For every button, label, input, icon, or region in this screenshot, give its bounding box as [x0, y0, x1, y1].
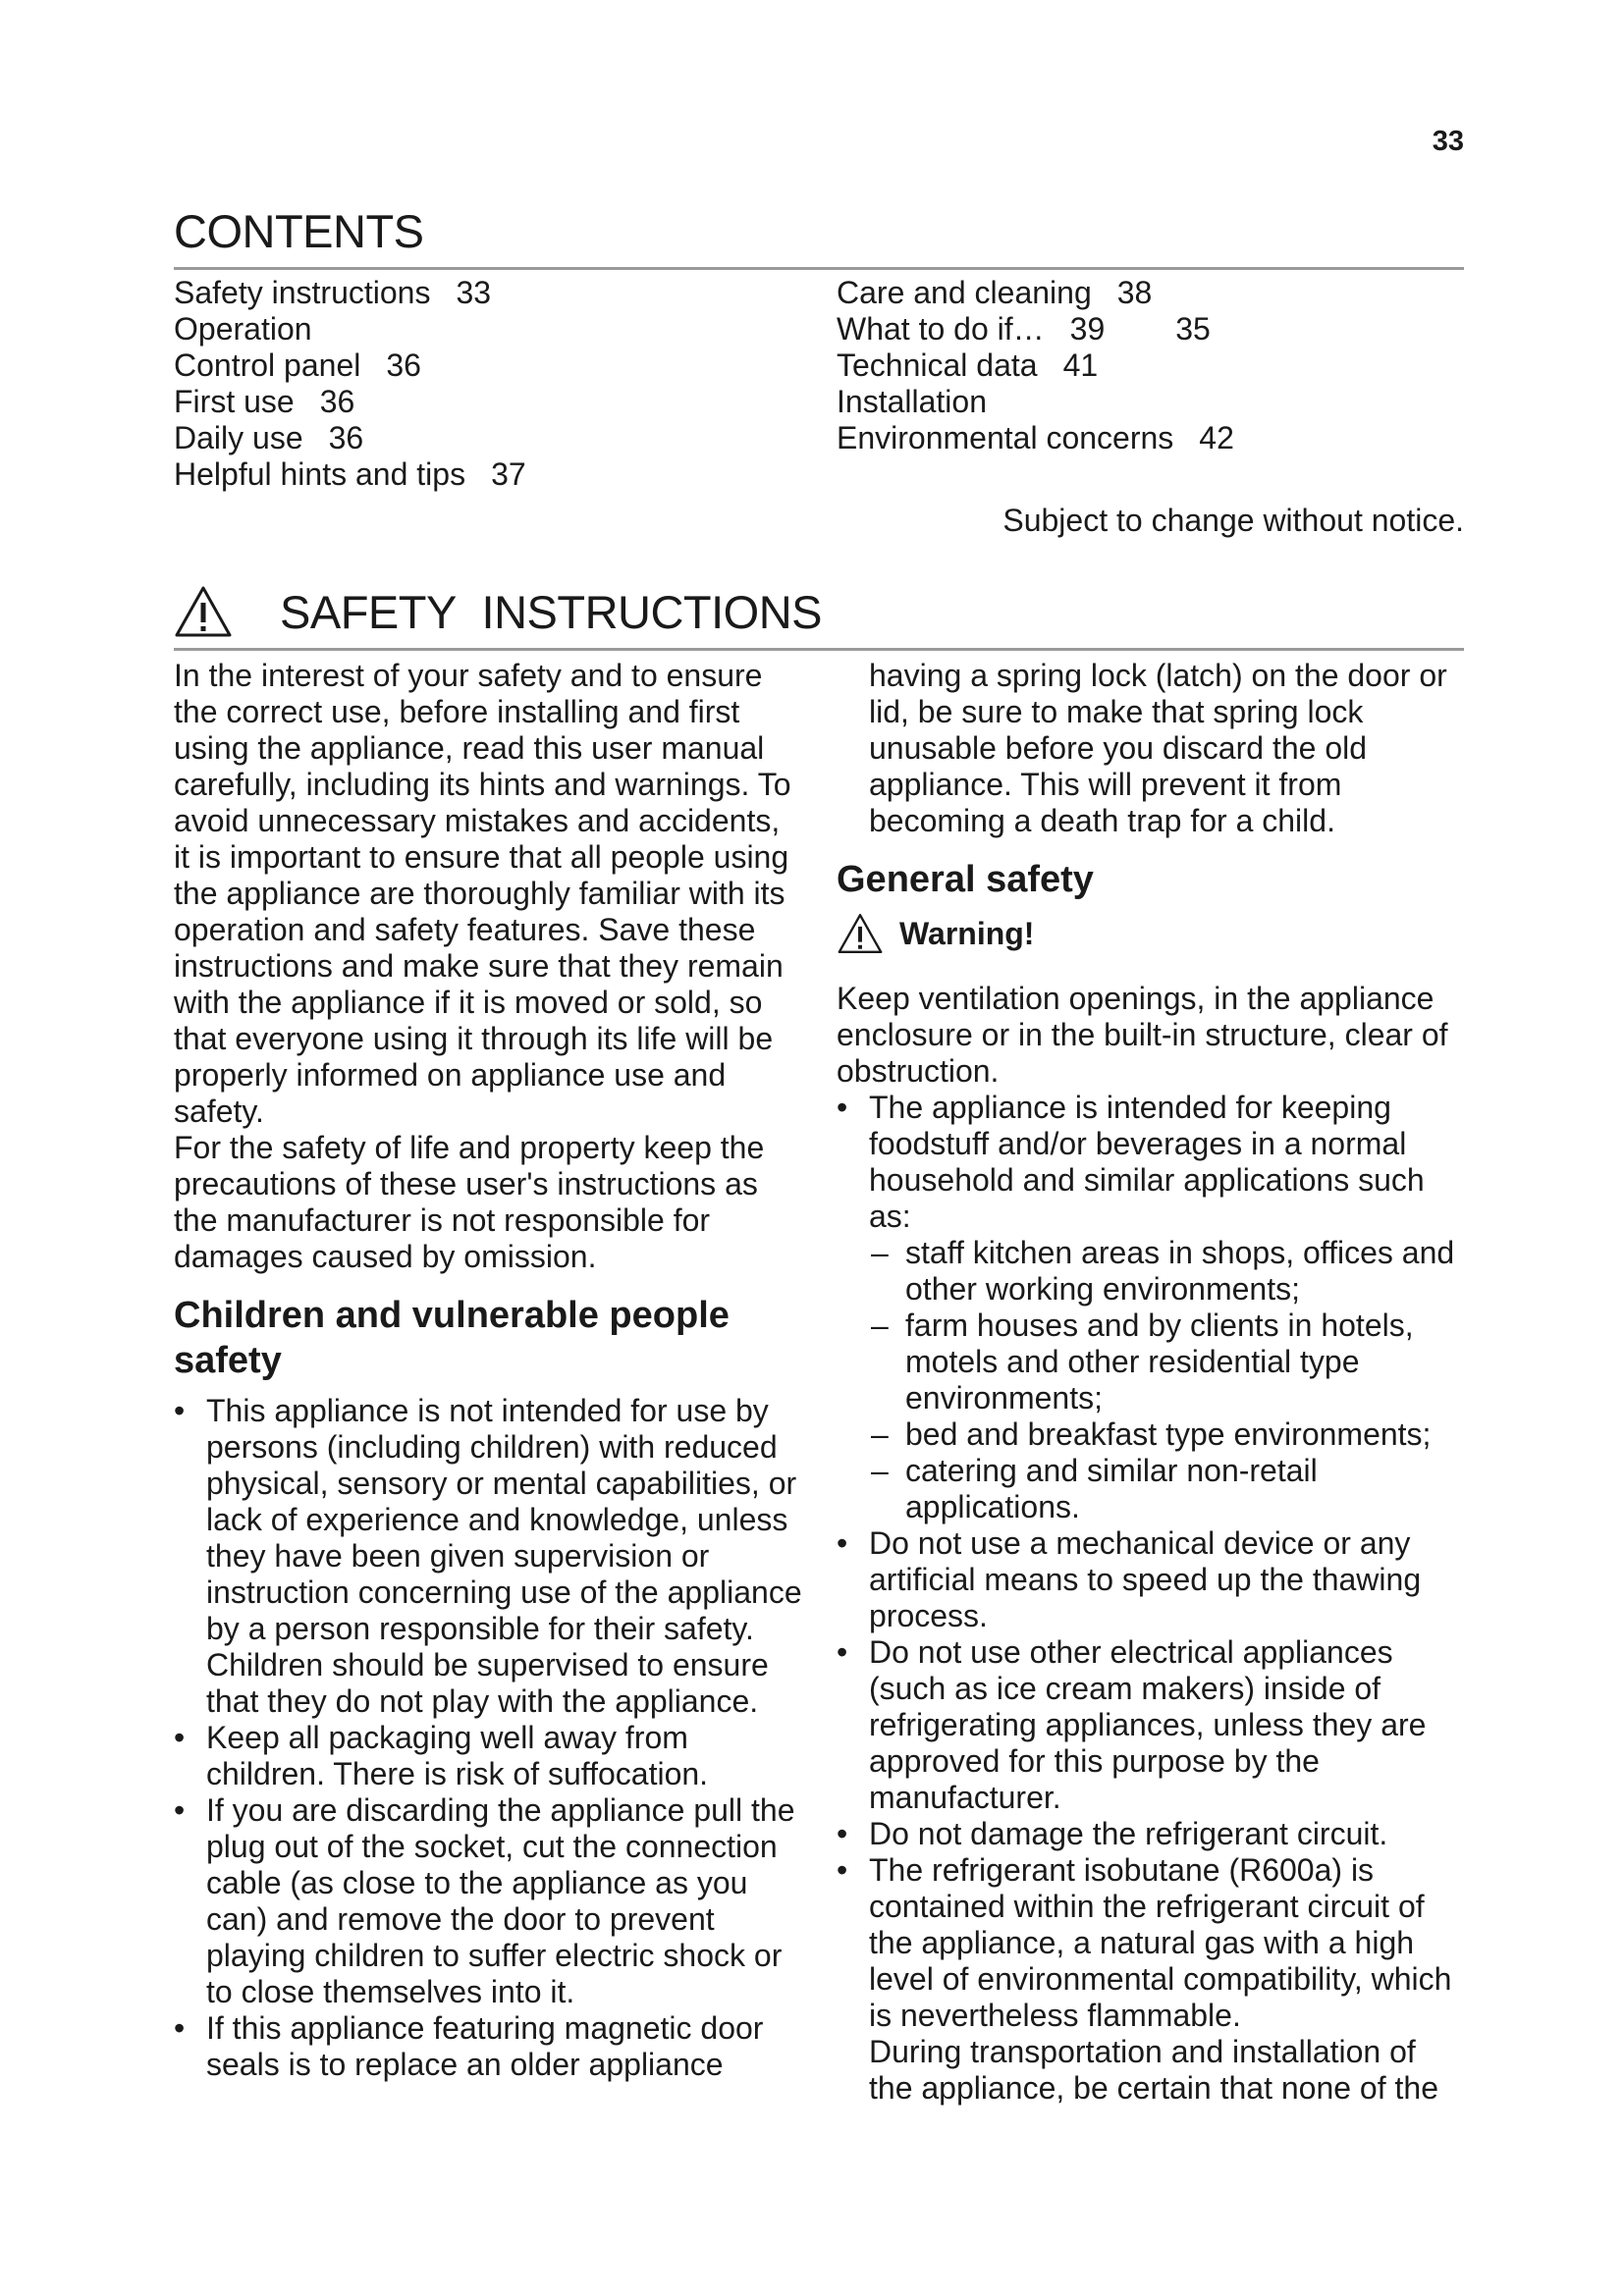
sub-item: – bed and breakfast type environments; — [837, 1416, 1465, 1453]
intro-paragraph: For the safety of life and property keep the precautions of these user's instructions as the manufacturer is not responsible for damages caused by omission. — [174, 1130, 765, 1274]
toc-entry[interactable]: Operation — [174, 311, 312, 347]
bullet-item: • Do not damage the refrigerant circuit. — [837, 1816, 1465, 1852]
warning-row — [837, 912, 1465, 955]
contents-rule — [174, 267, 1464, 270]
toc-entry[interactable]: What to do if… 39 35 — [837, 311, 1211, 347]
toc-entry[interactable]: Environmental concerns 42 — [837, 420, 1234, 455]
bullet-item: • If you are discarding the appliance pull the plug out of the socket, cut the connection cable (as close to the appliance as you can) and remove the door to prevent playing children to suffer electric shock or to close themselves into it. — [174, 1792, 802, 2010]
general-safety-heading: General safety — [837, 859, 1094, 900]
bullet-item: • Do not use other electrical appliances (such as ice cream makers) inside of refrigerating appliances, unless they are approved for this purpose by the manufacturer. — [837, 1634, 1465, 1816]
right-text-column — [837, 658, 1465, 2107]
toc-entry[interactable]: Daily use 36 — [174, 420, 364, 455]
toc-entry[interactable]: Care and cleaning 38 — [837, 275, 1153, 310]
intro-paragraph: In the interest of your safety and to ensure the correct use, before installing and first using the appliance, read this user manual carefully, including its hints and warnings. To avoid unnecessary mistakes and accidents, it is important to ensure that all people using the appliance are thoroughly familiar with its operation and safety features. Save these instructions and make sure that they remain with the appliance if it is moved or sold, so that everyone using it through its life will be properly informed on appliance use and safety. — [174, 658, 791, 1129]
toc-entry[interactable]: Control panel 36 — [174, 347, 421, 383]
sub-item: – farm houses and by clients in hotels, motels and other residential type environments; — [837, 1308, 1465, 1416]
bullet-continuation: During transportation and installation of the appliance, be certain that none of the — [869, 2034, 1438, 2106]
bullet-item: • If this appliance featuring magnetic door seals is to replace an older appliance — [174, 2010, 802, 2083]
bullet-item: • The refrigerant isobutane (R600a) is contained within the refrigerant circuit of the appliance, a natural gas with a high level of environmental compatibility, which is nevertheless flammable. — [837, 1852, 1465, 2034]
safety-heading-row — [174, 584, 822, 639]
safety-rule — [174, 648, 1464, 651]
warning-triangle-icon — [174, 584, 233, 639]
warning-label: Warning! — [899, 915, 1035, 951]
bullet-item: • The appliance is intended for keeping foodstuff and/or beverages in a normal household and similar applications such as: — [837, 1090, 1465, 1235]
safety-heading: SAFETY INSTRUCTIONS — [280, 585, 823, 638]
sub-item: – catering and similar non-retail applications. — [837, 1453, 1465, 1525]
toc-entry[interactable]: Technical data 41 — [837, 347, 1099, 383]
contents-heading: CONTENTS — [174, 205, 424, 257]
toc-entry[interactable]: First use 36 — [174, 384, 355, 419]
change-notice: Subject to change without notice. — [1002, 503, 1464, 538]
bullet-item: • This appliance is not intended for use by persons (including children) with reduced physical, sensory or mental capabilities, or lack of experience and knowledge, unless they have been given supervision or instruction concerning use of the appliance by a person responsible for their safety. — [174, 1393, 802, 1647]
toc-right-column — [837, 275, 1234, 456]
toc-entry[interactable]: Installation — [837, 384, 987, 419]
left-text-column — [174, 658, 802, 2083]
page-number: 33 — [1432, 126, 1464, 157]
bullet-continuation: Children should be supervised to ensure that they do not play with the appliance. — [206, 1647, 769, 1719]
toc-entry[interactable]: Safety instructions 33 — [174, 275, 492, 310]
bullet-item: • Do not use a mechanical device or any artificial means to speed up the thawing process. — [837, 1525, 1465, 1634]
children-safety-heading: Children and vulnerable people safety — [174, 1295, 730, 1381]
toc-entry[interactable]: Helpful hints and tips 37 — [174, 456, 526, 492]
general-intro: Keep ventilation openings, in the appliance enclosure or in the built-in structure, clear of obstruction. — [837, 981, 1448, 1089]
sub-item: – staff kitchen areas in shops, offices and other working environments; — [837, 1235, 1465, 1308]
bullet-item: • Keep all packaging well away from children. There is risk of suffocation. — [174, 1720, 802, 1792]
toc-left-column — [174, 275, 526, 493]
warning-triangle-icon — [837, 912, 884, 955]
bullet-continuation: having a spring lock (latch) on the door or lid, be sure to make that spring lock unusable before you discard the old appliance. This will prevent it from becoming a death trap for a child. — [869, 658, 1447, 838]
